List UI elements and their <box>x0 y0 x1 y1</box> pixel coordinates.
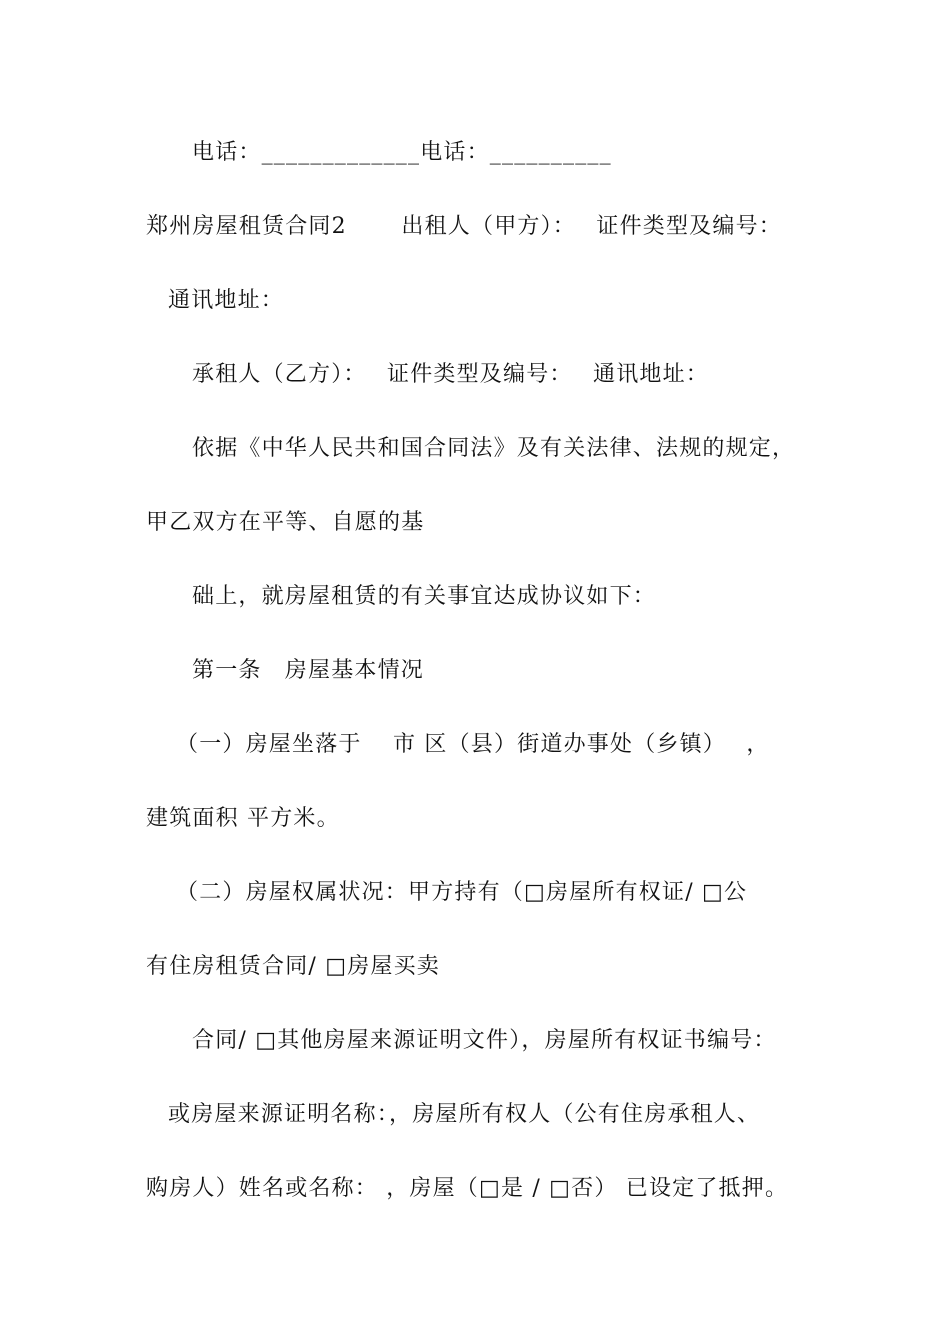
agreement-intro-line: 础上，就房屋租赁的有关事宜达成协议如下： <box>192 584 657 609</box>
house-location-line: （一）房屋坐落于 市 区（县）街道办事处（乡镇） ， <box>176 732 770 757</box>
legal-basis-line: 依据《中华人民共和国合同法》及有关法律、法规的规定， <box>192 436 796 461</box>
building-area-line: 建筑面积 平方米。 <box>146 806 340 831</box>
article-one-heading: 第一条 房屋基本情况 <box>192 658 425 683</box>
ownership-status-line-3: 合同/ □其他房屋来源证明文件），房屋所有权证书编号： <box>192 1028 777 1053</box>
legal-basis-continued-line: 甲乙双方在平等、自愿的基 <box>146 510 425 535</box>
ownership-status-line: （二）房屋权属状况：甲方持有（□房屋所有权证/ □公 <box>176 880 748 905</box>
lessee-line: 承租人（乙方）： 证件类型及编号： 通讯地址： <box>192 362 709 387</box>
contract-title-lessor-line: 郑州房屋租赁合同2 出租人（甲方）： 证件类型及编号： <box>146 214 782 239</box>
mortgage-status-line: 购房人）姓名或名称： ，房屋（□是 / □否） 已设定了抵押。 <box>146 1176 789 1201</box>
ownership-source-line: 或房屋来源证明名称：，房屋所有权人（公有住房承租人、 <box>168 1102 761 1127</box>
lessor-address-line: 通讯地址： <box>168 288 285 313</box>
phone-line: 电话：_____________电话：__________ <box>192 140 612 165</box>
ownership-status-line-2: 有住房租赁合同/ □房屋买卖 <box>146 954 440 979</box>
